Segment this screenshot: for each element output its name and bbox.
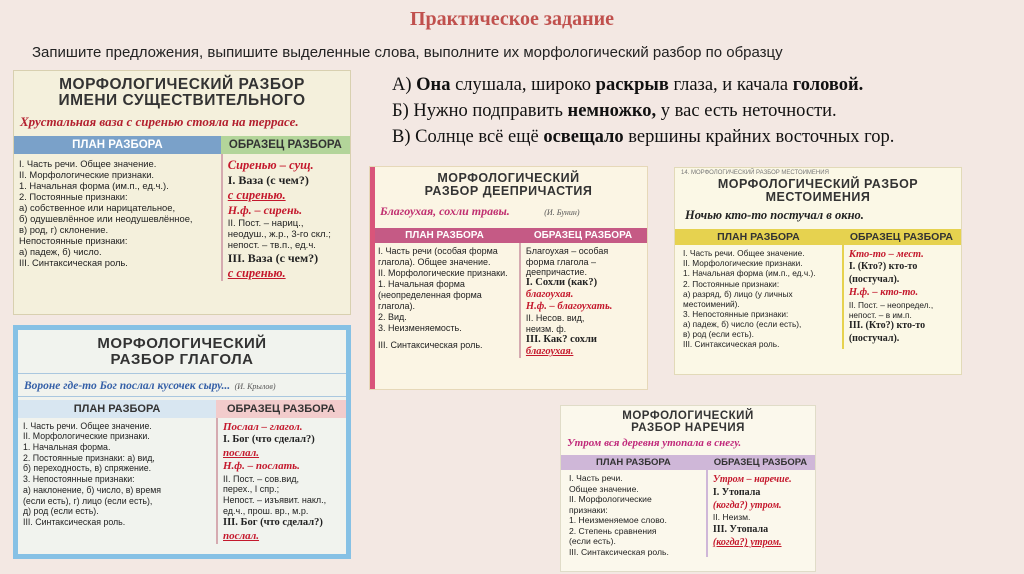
plan-header: ПЛАН РАЗБОРА — [370, 228, 519, 243]
sample-item: благоухая. — [525, 289, 574, 301]
plan-item: признаки: — [569, 504, 608, 515]
pronoun-parsing-card — [674, 167, 962, 375]
sentence-prefix: А) — [392, 75, 417, 95]
plan-item: в) род (если есть). — [683, 329, 754, 340]
sample-list — [221, 154, 350, 281]
sample-item: Благоухая – особая — [525, 246, 609, 257]
sample-item: (когда?) утром. — [712, 500, 782, 512]
sample-item: Н.ф. – благоухать. — [525, 301, 613, 313]
sample-list — [842, 245, 961, 349]
card-heading-line2: МЕСТОИМЕНИЯ — [765, 190, 871, 205]
sample-item: Н.ф. – кто-то. — [848, 287, 919, 299]
sample-list — [706, 470, 815, 557]
plan-item: а) собственное или нарицательное, — [19, 201, 176, 213]
card-topnote: 14. МОРФОЛОГИЧЕСКИЙ РАЗБОР МЕСТОИМЕНИЯ — [681, 170, 829, 176]
card-example: Ночью кто-то постучал в окно. — [685, 208, 864, 223]
sample-item: II. Пост. – сов.вид, — [223, 473, 300, 484]
plan-item: местоимений). — [683, 298, 740, 309]
plan-header: ПЛАН РАЗБОРА — [675, 229, 842, 245]
plan-list — [18, 418, 216, 544]
sample-item: неодуш., ж.р., 3-го скл.; — [227, 228, 331, 240]
plan-item: б) переходность, в) спряжение. — [23, 463, 152, 474]
plan-item: III. Синтаксическая роль. — [23, 516, 126, 527]
plan-item: I. Часть речи (особая форма — [378, 246, 498, 257]
plan-header: ПЛАН РАЗБОРА — [14, 136, 221, 154]
sample-list — [216, 418, 346, 544]
sample-item: II. Несов. вид, — [525, 313, 585, 324]
card-heading-line2: РАЗБОР ДЕЕПРИЧАСТИЯ — [424, 184, 593, 199]
plan-item: II. Морфологические признаки. — [19, 168, 155, 180]
plan-item: 2. Постоянные признаки: а) вид, — [23, 452, 155, 463]
highlighted-word: раскрыв — [595, 75, 669, 95]
sentence-line — [392, 72, 894, 98]
plan-list — [14, 154, 221, 281]
sample-item: I. Утопала — [712, 487, 761, 499]
card-heading-line2: ИМЕНИ СУЩЕСТВИТЕЛЬНОГО — [58, 92, 306, 110]
plan-item: III. Синтаксическая роль. — [378, 340, 483, 350]
plan-list — [675, 245, 842, 349]
sentence-text: слушала, широко — [450, 75, 596, 95]
plan-item: III. Синтаксическая роль. — [683, 339, 780, 350]
card-example: Вороне где-то Бог послал кусочек сыру... — [24, 379, 231, 392]
sample-item: (когда?) утром. — [712, 537, 782, 549]
sample-item: III. Ваза (с чем?) — [227, 250, 319, 265]
sample-header: ОБРАЗЕЦ РАЗБОРА — [221, 136, 350, 154]
plan-list — [561, 470, 706, 557]
plan-item: (если есть), г) лицо (если есть), — [23, 495, 153, 506]
sample-item: форма глагола – — [525, 256, 597, 267]
plan-item: 3. Непостоянные признаки: — [23, 474, 135, 485]
plan-item: II. Морфологические признаки. — [23, 431, 150, 442]
sample-item: неизм. ф. — [525, 323, 567, 334]
sample-item: Утром – наречие. — [712, 474, 792, 486]
plan-item: а) разряд, б) лицо (у личных — [683, 288, 793, 299]
plan-item: глагола). — [378, 301, 415, 312]
card-example: Хрустальная ваза с сиренью стояла на террасе. — [20, 113, 299, 129]
sample-item: непост. – в им.п. — [848, 309, 912, 320]
plan-item: I. Часть речи. — [569, 473, 623, 484]
highlighted-word: освещало — [543, 127, 624, 147]
plan-item: 2. Постоянные признаки: — [683, 278, 780, 289]
sample-item: перех., I спр.; — [223, 484, 280, 495]
sentence-line — [392, 124, 894, 150]
plan-item: 2. Степень сравнения — [569, 525, 657, 536]
sample-item: III. Как? сохли — [525, 334, 597, 346]
sample-item: с сиренью. — [227, 265, 286, 280]
sample-item: деепричастие. — [525, 266, 587, 277]
example-source: (И. Крылов) — [234, 381, 276, 391]
highlighted-word: Она — [416, 75, 451, 95]
example-source: (И. Бунин) — [544, 208, 580, 218]
plan-item: б) одушевлённое или неодушевлённое, — [19, 213, 193, 224]
card-heading-line1: МОРФОЛОГИЧЕСКИЙ РАЗБОР — [59, 76, 305, 93]
plan-item: 1. Начальная форма (им.п., ед.ч.). — [683, 268, 816, 279]
plan-item: Непостоянные признаки: — [19, 235, 128, 247]
card-heading-line1: МОРФОЛОГИЧЕСКИЙ РАЗБОР — [717, 177, 919, 191]
noun-parsing-card — [13, 70, 351, 315]
participle-parsing-card — [369, 166, 648, 390]
sample-item: III. (Кто?) кто-то — [848, 320, 926, 332]
card-example: Утром вся деревня утопала в снегу. — [567, 437, 742, 450]
sample-item: (постучал). — [848, 273, 900, 285]
sample-item: Н.ф. – сирень. — [227, 202, 303, 217]
card-example: Благоухая, сохли травы. — [380, 204, 510, 219]
highlighted-word: немножко, — [567, 101, 657, 121]
plan-item: а) наклонение, б) число, в) время — [23, 484, 162, 495]
card-heading-line1: МОРФОЛОГИЧЕСКИЙ — [437, 171, 580, 185]
plan-item: глагола). Общее значение. — [378, 257, 491, 268]
plan-item: (неопределенная форма — [378, 290, 482, 301]
plan-list — [370, 243, 519, 358]
sample-item: I. (Кто?) кто-то — [848, 261, 918, 273]
plan-item: 1. Неизменяемое слово. — [569, 515, 667, 526]
sentence-text: у вас есть неточности. — [656, 101, 837, 121]
sentence-text: Нужно подправить — [413, 101, 568, 121]
plan-item: Общее значение. — [569, 483, 639, 494]
plan-item: а) падеж, б) число (если есть), — [683, 319, 802, 330]
plan-item: а) падеж, б) число. — [19, 246, 102, 258]
plan-header: ПЛАН РАЗБОРА — [561, 455, 706, 470]
highlighted-word: головой. — [792, 75, 864, 95]
plan-item: в) род, г) склонение. — [19, 224, 109, 236]
sentence-text: вершины крайних восточных гор. — [623, 127, 895, 147]
plan-item: II. Морфологические признаки. — [683, 258, 803, 269]
sample-item: послал. — [223, 446, 260, 459]
sample-item: Кто-то – мест. — [848, 249, 924, 261]
sample-item: I. Бог (что сделал?) — [223, 433, 315, 445]
plan-item: 3. Неизменяемость. — [378, 323, 462, 334]
sample-item: Сиренью – сущ. — [227, 157, 314, 172]
plan-item: I. Часть речи. Общее значение. — [683, 248, 805, 259]
sample-item: I. Сохли (как?) — [525, 277, 598, 289]
sample-item: Н.ф. – послать. — [223, 460, 300, 473]
sample-item: послал. — [223, 530, 260, 543]
plan-item: II. Морфологические признаки. — [378, 268, 508, 279]
sample-header: ОБРАЗЕЦ РАЗБОРА — [706, 455, 815, 470]
plan-item: III. Синтаксическая роль. — [19, 257, 128, 269]
plan-item: 3. Непостоянные признаки: — [683, 308, 789, 319]
plan-item: д) род (если есть). — [23, 506, 99, 517]
sentence-prefix: Б) — [392, 101, 414, 121]
plan-item: 2. Вид. — [378, 312, 407, 323]
sentence-list — [392, 72, 894, 150]
sample-item: III. Бог (что сделал?) — [223, 517, 323, 529]
plan-item: (если есть). — [569, 536, 616, 547]
sample-item: с сиренью. — [227, 187, 286, 202]
sentence-text: глаза, и качала — [668, 75, 793, 95]
page-title: Практическое задание — [409, 8, 615, 30]
plan-item: II. Морфологические — [569, 494, 652, 505]
sample-item: III. Утопала — [712, 524, 769, 536]
sample-item: I. Ваза (с чем?) — [227, 172, 309, 187]
sample-item: II. Неизм. — [712, 512, 751, 523]
card-heading-line2: РАЗБОР ГЛАГОЛА — [110, 350, 254, 368]
sample-header: ОБРАЗЕЦ РАЗБОРА — [216, 400, 346, 418]
plan-header: ПЛАН РАЗБОРА — [18, 400, 216, 418]
plan-item: I. Часть речи. Общее значение. — [23, 420, 152, 431]
sample-item: Непост. – изъявит. накл., — [223, 495, 327, 506]
card-heading-line1: МОРФОЛОГИЧЕСКИЙ — [622, 410, 754, 422]
sample-list — [519, 243, 647, 358]
sample-item: II. Пост. – неопредел., — [848, 299, 934, 310]
plan-item: 1. Начальная форма (им.п., ед.ч.). — [19, 179, 169, 191]
sample-item: (постучал). — [848, 332, 900, 344]
sample-item: Послал – глагол. — [223, 420, 303, 433]
plan-item: I. Часть речи. Общее значение. — [19, 157, 157, 169]
sentence-text: Солнце всё ещё — [415, 127, 544, 147]
sample-item: непост. – тв.п., ед.ч. — [227, 239, 316, 251]
sample-header: ОБРАЗЕЦ РАЗБОРА — [842, 229, 961, 245]
plan-item: 2. Постоянные признаки: — [19, 190, 128, 202]
plan-item: III. Синтаксическая роль. — [569, 546, 669, 557]
card-heading-line2: РАЗБОР НАРЕЧИЯ — [631, 422, 745, 435]
card-heading-line1: МОРФОЛОГИЧЕСКИЙ — [97, 335, 267, 352]
sample-item: II. Пост. – нариц., — [227, 217, 304, 229]
task-instructions: Запишите предложения, выпишите выделенные слова, выполните их морфологический разбор по образцу — [32, 44, 783, 61]
plan-item: 1. Начальная форма — [378, 279, 465, 290]
sample-item: ед.ч., прош. вр., м.р. — [223, 506, 309, 517]
verb-parsing-card — [13, 325, 351, 559]
plan-item: 1. Начальная форма. — [23, 441, 111, 452]
sample-header: ОБРАЗЕЦ РАЗБОРА — [519, 228, 647, 243]
sentence-line — [392, 98, 894, 124]
adverb-parsing-card — [560, 405, 816, 572]
sample-item: благоухая. — [525, 346, 574, 358]
sentence-prefix: В) — [392, 127, 416, 147]
